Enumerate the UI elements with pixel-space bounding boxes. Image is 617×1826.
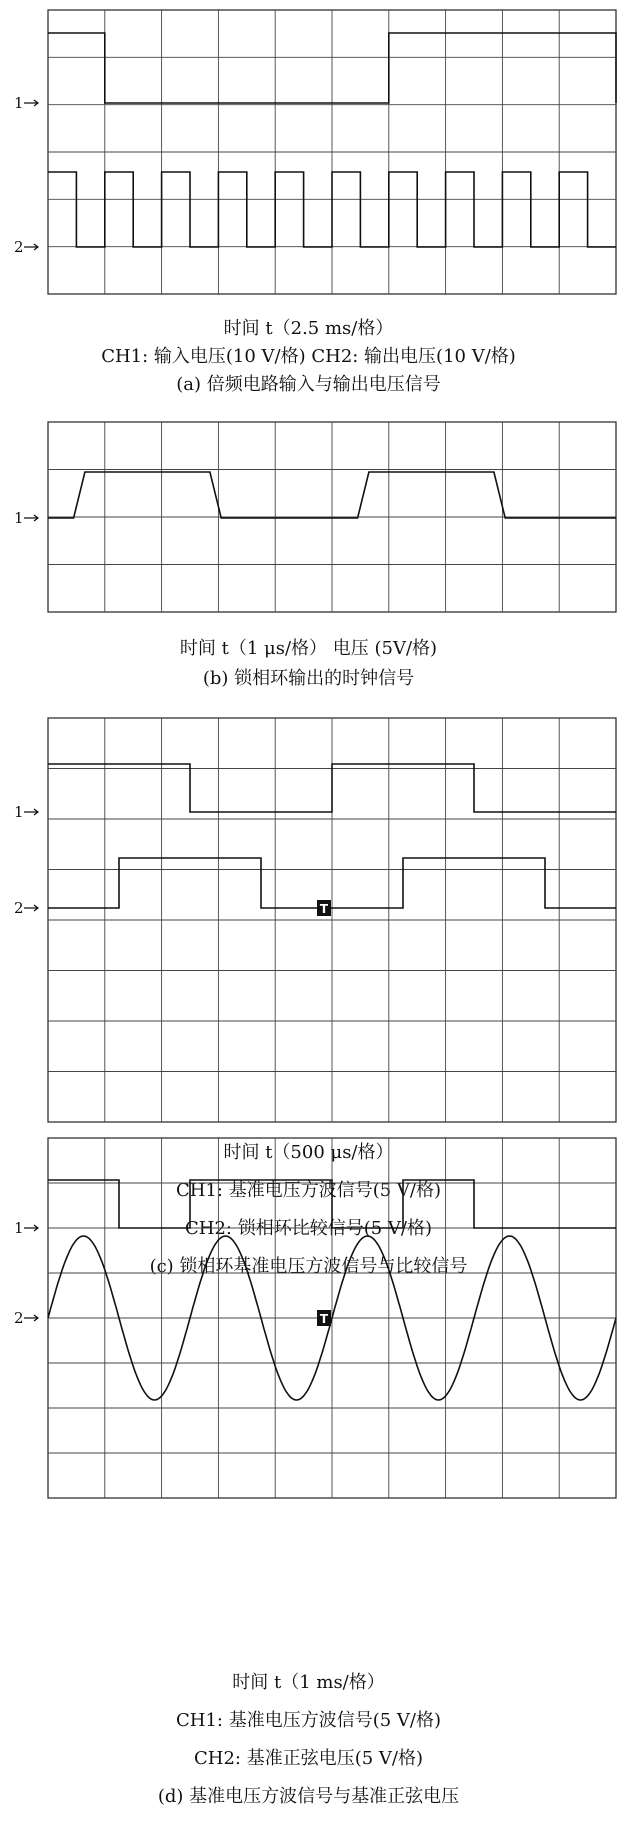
caption-d-3: CH2: 基准正弦电压(5 V/格) <box>194 1748 423 1769</box>
channel-arrow-2 <box>24 244 38 250</box>
scope-a <box>0 0 617 400</box>
caption-d-1: 时间 t（1 ms/格） <box>232 1672 385 1693</box>
channel-label-1: 1 <box>14 803 24 821</box>
channel-label-1: 1 <box>14 94 24 112</box>
trace-channel-1 <box>48 1180 616 1228</box>
channel-label-2: 2 <box>14 238 24 256</box>
panel-a <box>0 0 617 400</box>
channel-label-1: 1 <box>14 509 24 527</box>
caption-c-4: (c) 锁相环基准电压方波信号与比较信号 <box>149 1256 468 1277</box>
caption-b-1: 时间 t（1 μs/格） 电压 (5V/格) <box>179 638 438 659</box>
caption-c-3: CH2: 锁相环比较信号(5 V/格) <box>185 1218 432 1239</box>
channel-arrow-2 <box>24 1315 38 1321</box>
channel-arrow-1 <box>24 809 38 815</box>
channel-arrow-2 <box>24 905 38 911</box>
channel-label-2: 2 <box>14 1309 24 1327</box>
caption-c-2: CH1: 基准电压方波信号(5 V/格) <box>176 1180 441 1201</box>
caption-c-1: 时间 t（500 μs/格） <box>223 1142 394 1163</box>
caption-a-3: (a) 倍频电路输入与输出电压信号 <box>176 374 441 395</box>
caption-d-4: (d) 基准电压方波信号与基准正弦电压 <box>157 1786 460 1807</box>
caption-a-2: CH1: 输入电压(10 V/格) CH2: 输出电压(10 V/格) <box>101 346 516 367</box>
trigger-marker-label: T <box>319 902 329 916</box>
trace-channel-1 <box>48 764 616 812</box>
channel-label-2: 2 <box>14 899 24 917</box>
channel-label-1: 1 <box>14 1219 24 1237</box>
trigger-marker-label: T <box>319 1312 329 1326</box>
caption-a-1: 时间 t（2.5 ms/格） <box>223 318 394 339</box>
caption-b-2: (b) 锁相环输出的时钟信号 <box>202 668 415 689</box>
channel-arrow-1 <box>24 100 38 106</box>
trace-channel-2 <box>48 172 616 247</box>
scope-d <box>0 1128 617 1588</box>
channel-arrow-1 <box>24 515 38 521</box>
caption-d-2: CH1: 基准电压方波信号(5 V/格) <box>176 1710 441 1731</box>
panel-b <box>0 400 617 708</box>
channel-arrow-1 <box>24 1225 38 1231</box>
scope-b <box>0 400 617 708</box>
